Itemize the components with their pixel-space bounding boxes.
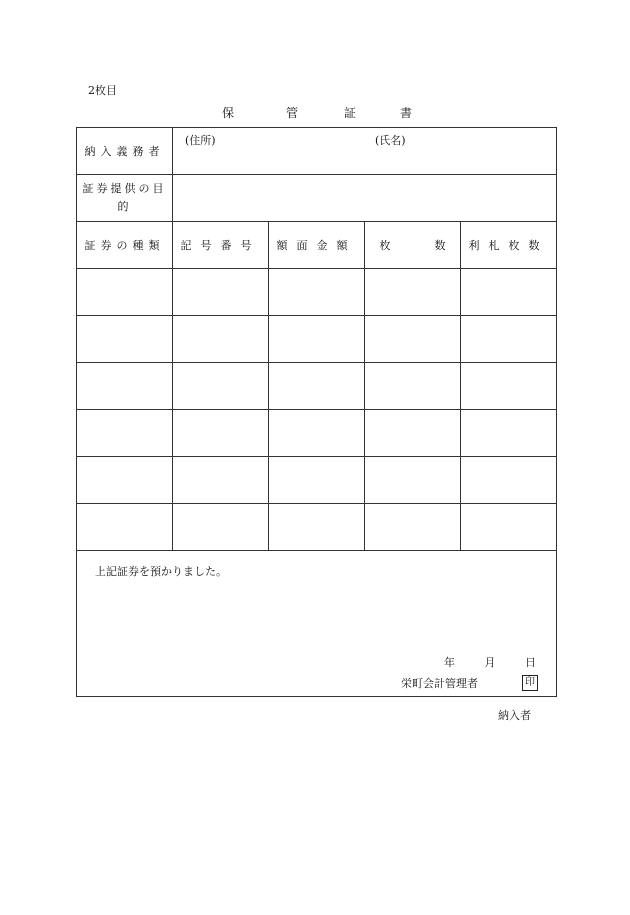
table-cell[interactable] [365,269,461,316]
column-header-code: 記号番号 [173,222,269,269]
payer-copy-label: 納入者 [498,709,531,722]
address-label: (住所) [185,134,216,147]
table-cell[interactable] [173,504,269,551]
table-row [77,457,557,504]
table-cell[interactable] [365,316,461,363]
column-header-coupon-count: 利札枚数 [461,222,557,269]
column-header-face-value: 額面金額 [269,222,365,269]
table-cell[interactable] [77,269,173,316]
title-char: 管 [286,106,299,120]
table-row [77,316,557,363]
table-cell[interactable] [461,316,557,363]
column-header-count: 枚 数 [365,222,461,269]
table-cell[interactable] [269,269,365,316]
table-cell[interactable] [77,410,173,457]
table-cell[interactable] [173,457,269,504]
purpose-field[interactable] [173,175,557,222]
administrator-line [401,675,538,691]
title-char: 保 [222,106,235,120]
table-cell[interactable] [77,457,173,504]
table-row [77,504,557,551]
column-header-type: 証券の種類 [77,222,173,269]
table-cell[interactable] [269,363,365,410]
table-cell[interactable] [173,410,269,457]
page-number-label: 2枚目 [88,84,117,97]
receipt-statement: 上記証券を預かりました。 [95,565,227,578]
table-cell[interactable] [269,504,365,551]
payer-row [77,128,557,175]
note-section [77,551,557,697]
date-line[interactable] [444,654,536,670]
table-cell[interactable] [365,410,461,457]
document-title [222,104,412,121]
title-char: 証 [344,106,357,120]
seal-mark: 印 [522,675,538,691]
table-cell[interactable] [461,410,557,457]
table-cell[interactable] [365,363,461,410]
custody-certificate-form [76,127,557,697]
administrator-title: 栄町会計管理者 [401,677,478,690]
header-row [77,222,557,269]
table-row [77,269,557,316]
table-cell[interactable] [173,316,269,363]
table-cell[interactable] [461,269,557,316]
name-label: (氏名) [375,134,406,147]
table-cell[interactable] [77,316,173,363]
title-char: 書 [400,106,413,120]
month-label: 月 [484,656,496,669]
table-cell[interactable] [269,457,365,504]
purpose-row [77,175,557,222]
table-row [77,363,557,410]
table-cell[interactable] [461,363,557,410]
payer-field[interactable] [173,128,557,175]
payer-label: 納入義務者 [77,128,173,175]
day-label: 日 [525,656,536,669]
table-cell[interactable] [461,457,557,504]
table-cell[interactable] [365,457,461,504]
year-label: 年 [444,656,455,669]
table-cell[interactable] [77,504,173,551]
table-cell[interactable] [173,269,269,316]
table-cell[interactable] [461,504,557,551]
note-row [77,551,557,697]
table-cell[interactable] [77,363,173,410]
purpose-label: 証券提供の目的 [77,175,173,222]
table-cell[interactable] [269,410,365,457]
table-cell[interactable] [173,363,269,410]
table-row [77,410,557,457]
table-cell[interactable] [269,316,365,363]
table-cell[interactable] [365,504,461,551]
